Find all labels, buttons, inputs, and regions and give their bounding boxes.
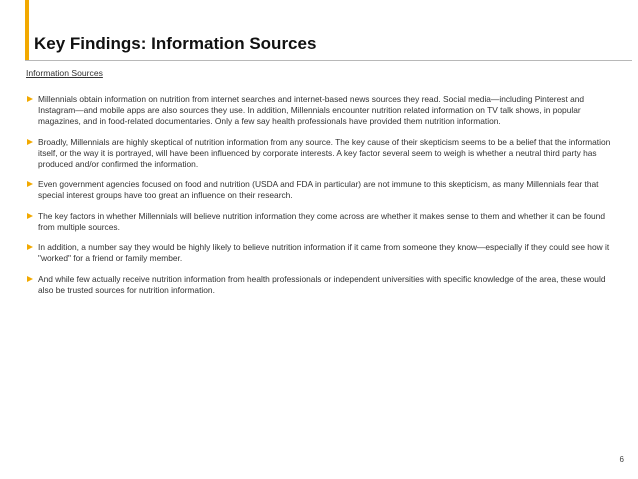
finding-item — [26, 274, 611, 296]
bullet-arrow-icon — [27, 276, 33, 282]
finding-item — [26, 94, 611, 127]
page-number: 6 — [619, 455, 624, 464]
finding-item — [26, 242, 611, 264]
title-accent-bar — [25, 0, 29, 60]
bullet-arrow-icon — [27, 213, 33, 219]
findings-list — [26, 94, 611, 305]
finding-text: The key factors in whether Millennials will believe nutrition information they come across are whether it makes sense to them and whether it can be found from multiple sources. — [38, 210, 605, 232]
finding-text: In addition, a number say they would be highly likely to believe nutrition information if it came from someone they know—especially if they could see how it "worked" for a friend or family member. — [38, 242, 610, 263]
finding-item — [26, 137, 611, 170]
finding-item — [26, 211, 611, 233]
finding-text: Even government agencies focused on food and nutrition (USDA and FDA in particular) are not immune to this skepticism, as many Millennials fear that special interest groups have too great an influence on their research. — [38, 179, 599, 200]
finding-item — [26, 179, 611, 201]
bullet-arrow-icon — [27, 96, 33, 102]
bullet-arrow-icon — [27, 139, 33, 145]
bullet-arrow-icon — [27, 181, 33, 187]
slide-title: Key Findings: Information Sources — [34, 34, 317, 53]
title-divider — [25, 60, 632, 61]
bullet-arrow-icon — [27, 244, 33, 250]
finding-text: Broadly, Millennials are highly skeptical of nutrition information from any source. The key cause of their skepticism seems to be a belief that the information itself, or the way it is portrayed, will have been influenced by corporate interests. A key factor several seem to weigh is whether a neutral third party has produced and/or confirmed the information. — [38, 136, 611, 169]
finding-text: And while few actually receive nutrition information from health professionals or independent universities with specific knowledge of the area, these would also be trusted sources for nutrition information. — [38, 273, 606, 295]
finding-text: Millennials obtain information on nutrition from internet searches and internet-based news sources they read. Social media—including Pinterest and Instagram—and mobile apps are also sources they use. In addition, Millennials encounter nutrition related information on TV talk shows, in popular magazines, and in food-related documentaries. Only a few say health professionals have provided them nutrition information. — [38, 94, 585, 126]
section-label: Information Sources — [26, 68, 103, 78]
